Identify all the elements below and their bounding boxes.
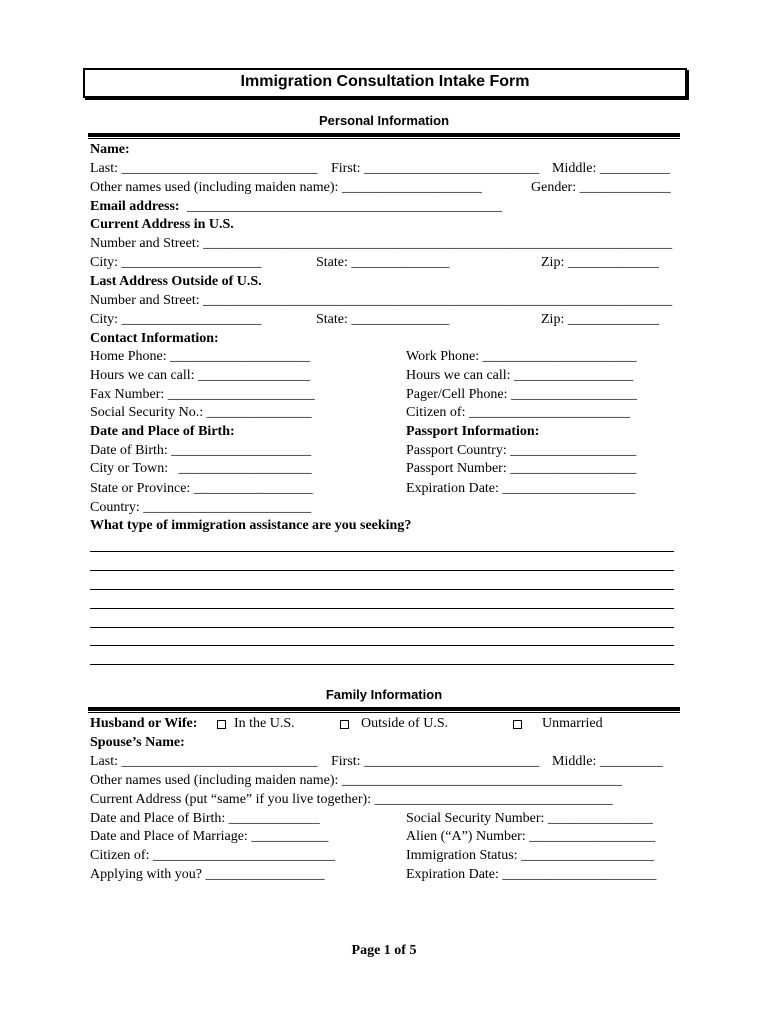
spouse-ssn-field[interactable]: Social Security Number: _______________	[406, 811, 653, 826]
current-street-field[interactable]: Number and Street: ___________________________________________________________________	[90, 236, 673, 251]
assistance-answer-line[interactable]	[90, 664, 674, 665]
email-label: Email address:	[90, 199, 180, 214]
city-town-field[interactable]: City or Town: ___________________	[90, 461, 312, 476]
unmarried-label: Unmarried	[542, 716, 603, 731]
applying-with-you-field[interactable]: Applying with you? _________________	[90, 867, 325, 882]
family-info-heading: Family Information	[325, 687, 443, 702]
spouse-name-label: Spouse’s Name:	[90, 735, 185, 750]
hours-call-field[interactable]: Hours we can call: ________________	[90, 368, 311, 383]
ssn-field[interactable]: Social Security No.: _______________	[90, 405, 312, 420]
in-us-label: In the U.S.	[234, 716, 295, 731]
passport-number-field[interactable]: Passport Number: __________________	[406, 461, 637, 476]
assistance-answer-line[interactable]	[90, 608, 674, 609]
unmarried-checkbox[interactable]	[513, 720, 522, 729]
hours-call-work-field[interactable]: Hours we can call: _________________	[406, 368, 634, 383]
spouse-other-names-field[interactable]: Other names used (including maiden name): ________________________________________	[90, 773, 622, 788]
immigration-status-field[interactable]: Immigration Status: ___________________	[406, 848, 655, 863]
assistance-answer-line[interactable]	[90, 627, 674, 628]
spouse-citizen-of-field[interactable]: Citizen of: __________________________	[90, 848, 335, 863]
passport-country-field[interactable]: Passport Country: __________________	[406, 443, 637, 458]
assistance-answer-line[interactable]	[90, 589, 674, 590]
current-city-field[interactable]: City: ____________________	[90, 255, 262, 270]
email-field[interactable]: _____________________________________________	[187, 199, 502, 214]
dob-field[interactable]: Date of Birth: ____________________	[90, 443, 312, 458]
passport-expiration-field[interactable]: Expiration Date: ___________________	[406, 481, 636, 496]
foreign-zip-field[interactable]: Zip: _____________	[541, 312, 659, 327]
spouse-current-address-field[interactable]: Current Address (put “same” if you live together): __________________________________	[90, 792, 613, 807]
assistance-answer-line[interactable]	[90, 645, 674, 646]
assistance-question: What type of immigration assistance are you seeking?	[90, 518, 412, 533]
first-name-field[interactable]: First: _________________________	[331, 161, 540, 176]
state-province-field[interactable]: State or Province: _________________	[90, 481, 313, 496]
country-field[interactable]: Country: ________________________	[90, 500, 312, 515]
spouse-last-name-field[interactable]: Last: ____________________________	[90, 754, 318, 769]
spouse-dob-field[interactable]: Date and Place of Birth: _____________	[90, 811, 320, 826]
contact-info-label: Contact Information:	[90, 331, 219, 346]
spouse-middle-name-field[interactable]: Middle: _________	[552, 754, 663, 769]
work-phone-field[interactable]: Work Phone: ______________________	[406, 349, 637, 364]
last-name-field[interactable]: Last: ____________________________	[90, 161, 318, 176]
middle-name-field[interactable]: Middle: __________	[552, 161, 670, 176]
husband-wife-label: Husband or Wife:	[90, 716, 198, 731]
other-names-field[interactable]: Other names used (including maiden name): ____________________	[90, 180, 482, 195]
outside-us-label: Outside of U.S.	[361, 716, 449, 731]
passport-info-label: Passport Information:	[406, 424, 540, 439]
last-address-label: Last Address Outside of U.S.	[90, 274, 262, 289]
assistance-answer-line[interactable]	[90, 551, 674, 552]
assistance-answer-line[interactable]	[90, 570, 674, 571]
pager-field[interactable]: Pager/Cell Phone: __________________	[406, 387, 637, 402]
page-number: Page 1 of 5	[351, 943, 417, 958]
current-zip-field[interactable]: Zip: _____________	[541, 255, 659, 270]
family-info-rule	[88, 707, 680, 713]
spouse-first-name-field[interactable]: First: _________________________	[331, 754, 540, 769]
current-state-field[interactable]: State: ______________	[316, 255, 450, 270]
alien-number-field[interactable]: Alien (“A”) Number: __________________	[406, 829, 656, 844]
form-title-box	[83, 68, 687, 98]
citizen-of-field[interactable]: Citizen of: _______________________	[406, 405, 630, 420]
current-address-label: Current Address in U.S.	[90, 217, 234, 232]
foreign-street-field[interactable]: Number and Street: ___________________________________________________________________	[90, 293, 673, 308]
foreign-state-field[interactable]: State: ______________	[316, 312, 450, 327]
gender-field[interactable]: Gender: _____________	[531, 180, 671, 195]
personal-info-rule	[88, 133, 680, 139]
dob-place-label: Date and Place of Birth:	[90, 424, 235, 439]
marriage-date-field[interactable]: Date and Place of Marriage: ___________	[90, 829, 329, 844]
in-us-checkbox[interactable]	[217, 720, 226, 729]
form-title: Immigration Consultation Intake Form	[240, 73, 530, 90]
spouse-expiration-field[interactable]: Expiration Date: ______________________	[406, 867, 657, 882]
name-label: Name:	[90, 142, 130, 157]
fax-field[interactable]: Fax Number: _____________________	[90, 387, 315, 402]
outside-us-checkbox[interactable]	[340, 720, 349, 729]
foreign-city-field[interactable]: City: ____________________	[90, 312, 262, 327]
personal-info-heading: Personal Information	[318, 113, 450, 128]
home-phone-field[interactable]: Home Phone: ____________________	[90, 349, 311, 364]
